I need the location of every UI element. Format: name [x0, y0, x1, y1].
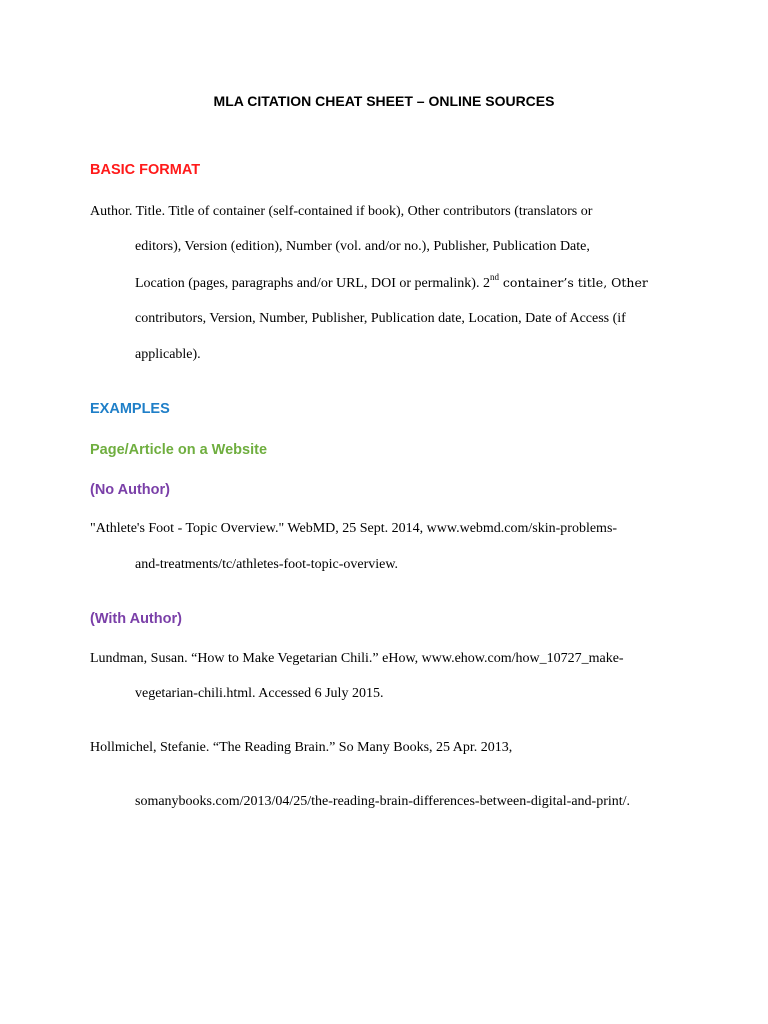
- basic-format-line-5: applicable).: [135, 347, 201, 362]
- basic-format-line-3-text: Location (pages, paragraphs and/or URL, DOI or permalink). 2: [135, 276, 490, 291]
- with-author-citation-2-line-1: Hollmichel, Stefanie. “The Reading Brain.” So Many Books, 25 Apr. 2013,: [90, 740, 513, 755]
- no-author-label: (No Author): [90, 482, 170, 498]
- basic-format-line-4: contributors, Version, Number, Publisher, Publication date, Location, Date of Access (if: [135, 311, 626, 326]
- with-author-citation-1-line-1: Lundman, Susan. “How to Make Vegetarian Chili.” eHow, www.ehow.com/how_10727_make-: [90, 651, 624, 666]
- ordinal-superscript: nd: [489, 272, 499, 283]
- page-title: MLA CITATION CHEAT SHEET – ONLINE SOURCES: [213, 93, 555, 109]
- basic-format-line-3: [135, 274, 648, 293]
- basic-format-line-2: editors), Version (edition), Number (vol. and/or no.), Publisher, Publication Date,: [135, 239, 590, 254]
- with-author-label: (With Author): [90, 611, 182, 627]
- basic-format-line-1: Author. Title. Title of container (self-contained if book), Other contributors (translators or: [90, 204, 593, 219]
- with-author-citation-2-line-2: somanybooks.com/2013/04/25/the-reading-brain-differences-between-digital-and-print/.: [135, 794, 631, 809]
- with-author-citation-1-line-2: vegetarian-chili.html. Accessed 6 July 2015.: [135, 686, 384, 701]
- page-article-subheading: Page/Article on a Website: [90, 442, 268, 458]
- no-author-citation-line-1: "Athlete's Foot - Topic Overview." WebMD, 25 Sept. 2014, www.webmd.com/skin-problems-: [90, 521, 618, 536]
- no-author-citation-line-2: and-treatments/tc/athletes-foot-topic-overview.: [135, 557, 399, 572]
- basic-format-line-3-tail: container’s title, Other: [498, 275, 648, 290]
- basic-format-heading: BASIC FORMAT: [90, 162, 201, 178]
- examples-heading: EXAMPLES: [90, 401, 170, 417]
